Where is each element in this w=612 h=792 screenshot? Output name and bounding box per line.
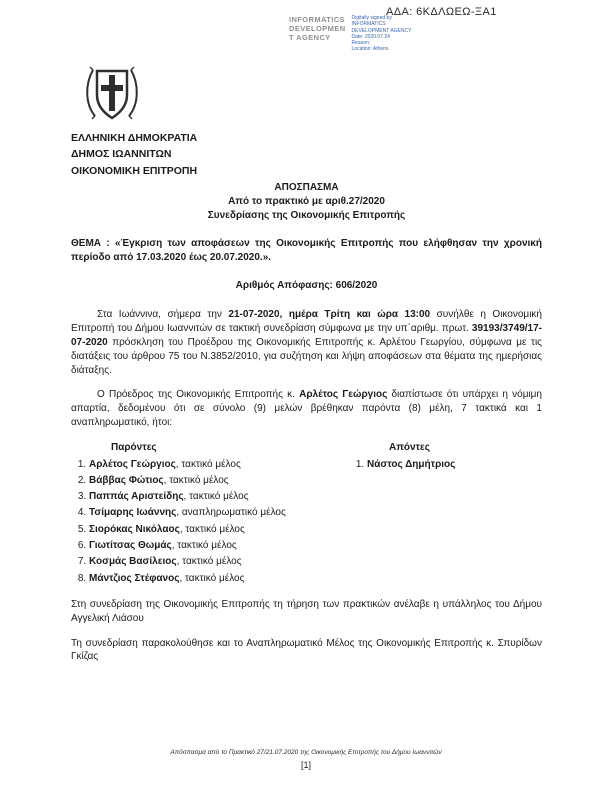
signature-agency-line: T AGENCY [289, 33, 331, 42]
doc-title: ΑΠΟΣΠΑΣΜΑ [274, 182, 339, 193]
absent-header: Απόντες [389, 441, 430, 453]
text-segment: συνήλθε η Οικονομική Επιτροπή του Δήμου Ιωαννιτών σε τακτική συνεδρίαση σύμφωνα με την υπ΄αριθμ. πρωτ. [71, 309, 542, 335]
absent-column [349, 441, 542, 588]
signature-detail-line: Location: Athens [351, 46, 389, 53]
list-item: 2. Βάββας Φώτιος, τακτικό μέλος [89, 474, 349, 488]
page-number: [1] [300, 760, 311, 770]
org-line-republic: ΕΛΛΗΝΙΚΗ ΔΗΜΟΚΡΑΤΙΑ [71, 132, 198, 144]
footer-note: Απόσπασμα από το Πρακτικό 27/21.07.2020 της Οικονομικής Επιτροπής του Δήμου Ιωαννιτών [170, 749, 442, 756]
org-line-committee: ΟΙΚΟΝΟΜΙΚΗ ΕΠΙΤΡΟΠΗ [71, 164, 198, 177]
page-footer [0, 749, 612, 770]
paragraph-session-intro [71, 308, 542, 377]
list-item: 1. Νάστος Δημήτριος [367, 458, 542, 472]
text-segment: διαπίστωσε ότι υπάρχει η νόμιμη απαρτία, δεδομένου ότι σε σύνολο (9) μελών βρέθηκαν παρόντα (8) μέλη, 7 τακτικά και 1 αναπληρωματικό, ήτοι: [71, 389, 542, 428]
org-line-municipality: ΔΗΜΟΣ ΙΩΑΝΝΙΤΩΝ [71, 148, 172, 161]
list-item: 3. Παππάς Αριστείδης, τακτικό μέλος [89, 490, 349, 504]
digital-signature-stamp [289, 15, 411, 53]
list-item: 7. Κοσμάς Βασίλειος, τακτικό μέλος [89, 555, 349, 569]
text-segment: Ο Πρόεδρος της Οικονομικής Επιτροπής κ. [97, 389, 300, 401]
signature-agency-name [289, 15, 346, 42]
text-segment-date: 21-07-2020, ημέρα Τρίτη και ώρα 13:00 [228, 309, 431, 321]
paragraph-quorum [71, 388, 542, 429]
decision-number: Αριθμός Απόφασης: 606/2020 [235, 279, 378, 291]
signature-detail-line: Reason: [351, 40, 371, 46]
ada-code: ΑΔΑ: 6ΚΔΛΩΕΩ-ΞΑ1 [386, 6, 497, 18]
coat-of-arms-graphic [84, 64, 140, 124]
list-item: 8. Μάντζιος Στέφανος, τακτικό μέλος [89, 572, 349, 586]
document-body [71, 181, 542, 675]
present-list [71, 458, 349, 586]
attendance-section [71, 441, 542, 588]
signature-detail-line: Date: 2020.07.24 [351, 33, 390, 40]
text-segment: Στα Ιωάννινα, σήμερα την [97, 309, 229, 321]
signature-details [352, 15, 412, 53]
secretary-note: Στη συνεδρίαση της Οικονομικής Επιτροπής τη τήρηση των πρακτικών ανέλαβε η υπάλληλος του Δήμου Αγγελική Λιάσου [71, 598, 542, 624]
present-column [71, 441, 349, 588]
doc-subtitle-session: Συνεδρίασης της Οικονομικής Επιτροπής [207, 210, 406, 221]
list-item: 4. Τσίμαρης Ιωάννης, αναπληρωματικό μέλος [89, 506, 349, 520]
observer-note: Τη συνεδρίαση παρακολούθησε και το Αναπληρωματικό Μέλος της Οικονομικής Επιτροπής κ. Σπυρίδων Γκίζας [71, 637, 542, 663]
doc-subtitle-minutes: Από το πρακτικό με αριθ.27/2020 [228, 196, 385, 207]
subject-line: ΘΕΜΑ : «Έγκριση των αποφάσεων της Οικονομικής Επιτροπής που ελήφθησαν την χρονική περίοδο από 17.03.2020 έως 20.07.2020.». [71, 238, 542, 263]
text-segment: πρόσκληση του Προέδρου της Οικονομικής Επιτροπής κ. Αρλέτου Γεωργίου, σύμφωνα με τις διατάξεις του άρθρου 75 του Ν.3852/2010, για συζήτηση και λήψη αποφάσεων στα θέματα της ημερήσιας διάταξης. [71, 336, 542, 376]
issuing-authority [71, 130, 197, 179]
signature-detail-line: DEVELOPMENT AGENCY [351, 27, 412, 34]
signature-agency-line: DEVELOPMEN [289, 24, 346, 33]
list-item: 6. Γιωτίτσας Θωμάς, τακτικό μέλος [89, 539, 349, 553]
signature-detail-line: INFORMATICS [351, 21, 386, 28]
present-header: Παρόντες [111, 441, 157, 453]
list-item: 1. Αρλέτος Γεώργιος, τακτικό μέλος [89, 458, 349, 472]
absent-list [349, 458, 542, 472]
title-block [71, 181, 542, 223]
signature-detail-line: Digitally signed by [351, 15, 392, 21]
greek-coat-of-arms-logo [84, 64, 140, 129]
list-item: 5. Σιορόκας Νικόλαος, τακτικό μέλος [89, 523, 349, 537]
signature-agency-line: INFORMATICS [289, 15, 345, 24]
text-segment-protocol: 39193/3749/17-07-2020 [71, 323, 542, 348]
text-segment-president: Αρλέτος Γεώργιος [299, 389, 388, 401]
